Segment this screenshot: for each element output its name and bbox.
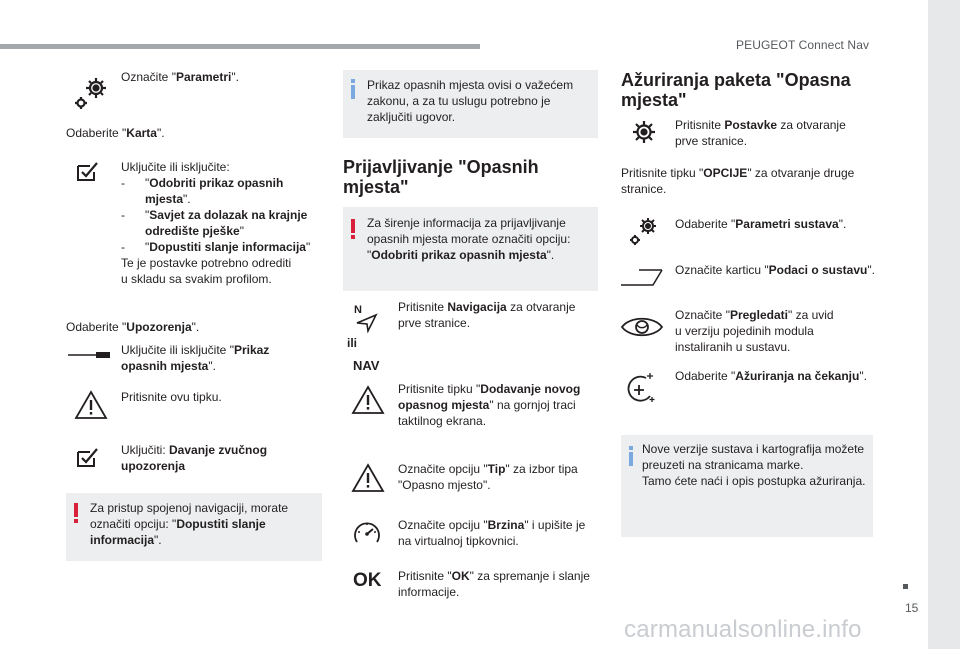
toggle-switch-icon: [66, 345, 112, 365]
step-select-pending-updates: Odaberite "Ažuriranja na čekanju".: [675, 369, 867, 383]
section-heading-update: Ažuriranja paketa "Opasna mjesta": [621, 70, 851, 110]
settings-gear-icon: [630, 118, 658, 146]
nav-button-label: NAV: [353, 358, 380, 373]
step-enable-sound-alert: Uključiti: Davanje zvučnog upozorenja: [121, 443, 268, 473]
info-mark-icon: [627, 446, 635, 466]
or-label: ili: [347, 336, 358, 350]
step-press-settings: Pritisnite Postavke za otvaranje prve stranice.: [675, 118, 846, 148]
checkbox-checked-icon: [76, 160, 100, 182]
eye-view-icon: [620, 314, 664, 340]
page-number: 15: [905, 601, 919, 615]
step-press-navigation: Pritisnite Navigacija za otvaranje prve stranice.: [398, 300, 576, 330]
settings-gears-icon: [72, 72, 112, 112]
warning-note-report: Za širenje informacija za prijavljivanje opasnih mjesta morate označiti opciju: "Odobriti prikaz opasnih mjesta".: [343, 207, 598, 291]
pending-updates-icon: [624, 370, 658, 404]
step-select-system-data-tab: Označite karticu "Podaci o sustavu".: [675, 263, 875, 277]
info-note-legal: Prikaz opasnih mjesta ovisi o važećem zakonu, a za tu uslugu potrebno je zaključiti ugovor.: [343, 70, 598, 138]
section-title: PEUGEOT Connect Nav: [736, 38, 870, 52]
navigation-arrow-icon: [353, 303, 379, 333]
step-enter-speed: Označite opciju "Brzina" i upišite je na virtualnoj tipkovnici.: [398, 518, 586, 548]
step-view-versions: Označite "Pregledati" za uvid u verziju pojedinih modula instaliranih u sustavu.: [675, 308, 834, 354]
checkbox-checked-icon: [76, 446, 100, 468]
step-toggle-prikaz: Uključite ili isključite "Prikaz opasnih mjesta".: [121, 343, 270, 373]
step-press-ok: Pritisnite "OK" za spremanje i slanje informacije.: [398, 569, 590, 599]
step-select-upozorenja: Odaberite "Upozorenja".: [66, 320, 200, 334]
step-select-system-params: Odaberite "Parametri sustava".: [675, 217, 847, 231]
warning-triangle-icon: [351, 463, 385, 493]
step-add-hazard: Pritisnite tipku "Dodavanje novog opasnog mjesta" na gornjoj traci taktilnog ekrana.: [398, 382, 581, 428]
section-heading-report: Prijavljivanje "Opasnih mjesta": [343, 157, 539, 197]
ok-button-icon: OK: [353, 570, 382, 591]
watermark: carmanualsonline.info: [624, 616, 862, 643]
warning-mark-icon: [72, 503, 80, 523]
speedometer-icon: [351, 518, 383, 548]
settings-gears-icon: [628, 213, 662, 247]
warning-triangle-icon: [351, 385, 385, 415]
warning-note-connected-nav: Za pristup spojenoj navigaciji, morate označiti opciju: "Dopustiti slanje informacija".: [66, 493, 322, 561]
step-press-options: Pritisnite tipku "OPCIJE" za otvaranje druge stranice.: [621, 166, 855, 196]
step-select-parametri: Označite "Parametri".: [121, 70, 239, 84]
warning-triangle-icon: [74, 390, 108, 420]
info-mark-icon: [349, 79, 357, 99]
header-rule: [0, 44, 480, 49]
step-toggle-options: Uključite ili isključite: - "Odobriti prikaz opasnih mjesta". - "Savjet za dolazak na krajnje odredište pješke" - "Dopustiti slanje informacija" Te je postavke potrebno odrediti u skladu sa svakim profilom.: [121, 160, 311, 286]
page-side-strip: [928, 0, 960, 649]
step-press-button: Pritisnite ovu tipku.: [121, 390, 222, 404]
page-marker: [903, 584, 908, 589]
svg-text:N: N: [354, 304, 362, 316]
step-select-type: Označite opciju "Tip" za izbor tipa "Opasno mjesto".: [398, 462, 578, 492]
step-select-karta: Odaberite "Karta".: [66, 126, 165, 140]
warning-mark-icon: [349, 219, 357, 239]
info-note-downloads: Nove verzije sustava i kartografija možete preuzeti na stranicama marke. Tamo ćete naći i opis postupka ažuriranja.: [621, 435, 873, 537]
tab-icon: [619, 268, 665, 288]
